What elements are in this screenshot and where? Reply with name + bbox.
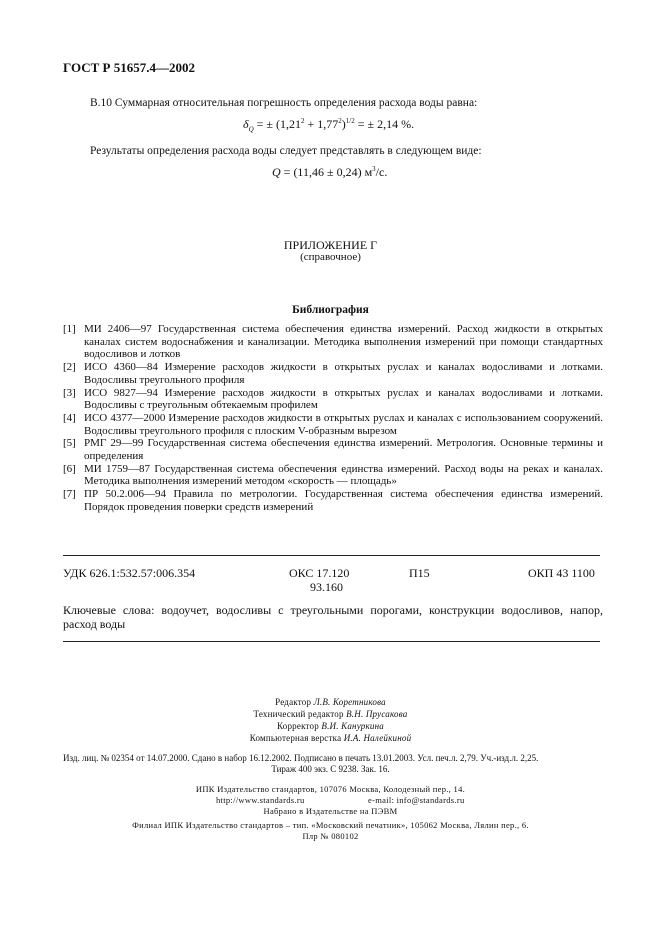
oks-code-line-1: ОКС 17.120 [289, 566, 350, 580]
bibliography-item-number: [5] [63, 437, 76, 450]
bibliography-item [63, 412, 603, 437]
formula-part-2: + 1,77 [304, 117, 339, 131]
divider-top [63, 555, 600, 556]
formula-part-4: = ± 2,14 %. [354, 117, 415, 131]
bibliography-item [63, 323, 603, 361]
printing-website: http://www.standards.ru [216, 795, 305, 805]
bibliography-item [63, 488, 603, 513]
section-b10-text: В.10 Суммарная относительная погрешность определения расхода воды равна: [90, 97, 478, 109]
bibliography-item-text: МИ 1759—87 Государственная система обеспечения единства измерений. Расход воды на реках и каналах. Методика выполнения измерений методом «скорость — площадь» [84, 462, 603, 488]
bibliography-item [63, 387, 603, 412]
printing-line-5: Плр № 080102 [302, 831, 359, 841]
bibliography-item-number: [1] [63, 323, 76, 335]
bibliography-item-text: ПР 50.2.006—94 Правила по метрологии. Государственная система обеспечения единства измерений. Порядок проведения поверки средств измерений [84, 488, 603, 513]
appendix-subtitle: (справочное) [300, 251, 361, 263]
corrector-name: В.И. Кануркина [321, 721, 384, 731]
bibliography-item-text: ИСО 4360—84 Измерение расходов жидкости в открытых руслах и каналах водосливами и лотками. Водосливы треугольного профиля [84, 361, 603, 386]
tech-editor-role: Технический редактор [253, 709, 344, 719]
printing-line-4: Филиал ИПК Издательство стандартов – тип. «Московский печатник», 105062 Москва, Лялин пер., 6. [132, 820, 529, 830]
bibliography-item-number: [3] [63, 386, 76, 399]
formula-part-1: = ± (1,21 [253, 117, 301, 131]
credits-tech-editor [0, 709, 661, 720]
classifier-code: П15 [409, 566, 430, 580]
bibliography-item-number: [6] [63, 462, 76, 475]
tech-editor-name: В.Н. Прусакова [346, 709, 408, 719]
result-unit: /с. [375, 165, 388, 179]
error-formula [243, 117, 414, 132]
page-header-title: ГОСТ Р 51657.4—2002 [63, 60, 195, 75]
oks-code-line-2: 93.160 [310, 580, 343, 594]
bibliography-item-text: ИСО 4377—2000 Измерение расходов жидкости в открытых руслах и каналах с использованием сооружений. Водосливы треугольного профиля с плоским V-образным вырезом [84, 411, 603, 437]
credits-corrector [0, 721, 661, 732]
formula-delta-subscript: Q [248, 125, 254, 134]
bibliography-item [63, 463, 603, 488]
result-text: Результаты определения расхода воды следует представлять в следующем виде: [90, 145, 482, 157]
bibliography-list [63, 323, 603, 514]
formula-exp-3: 1/2 [345, 117, 355, 125]
bibliography-item-text: ИСО 9827—94 Измерение расходов жидкости в открытых руслах и каналах водосливами и лотками. Водосливы с треугольным обтекаемым профилем [84, 386, 603, 412]
formula-exp-2: 2 [338, 117, 342, 125]
result-formula [272, 165, 387, 180]
bibliography-item-number: [4] [63, 411, 76, 424]
result-value: = (11,46 ± 0,24) м [280, 165, 373, 179]
editor-role: Редактор [275, 697, 312, 707]
bibliography-item-number: [7] [63, 488, 76, 501]
bibliography-item-text: МИ 2406—97 Государственная система обеспечения единства измерений. Расход жидкости в открытых каналах систем водоснабжения и канализации. Методика выполнения измерений при помощи стандартных водосливов и лотков [84, 323, 603, 361]
bibliography-item [63, 361, 603, 386]
keywords: Ключевые слова: водоучет, водосливы с треугольными порогами, конструкции водосливов, напор, расход воды [63, 603, 603, 631]
result-q: Q [272, 165, 281, 179]
formula-part-3: ) [341, 117, 346, 131]
bibliography-item-number: [2] [63, 361, 76, 374]
credits-layout [0, 733, 661, 744]
editor-name: Л.В. Коретникова [313, 697, 386, 707]
udk-code: УДК 626.1:532.57:006.354 [63, 566, 196, 580]
credits-editor [0, 697, 661, 708]
bibliography-item [63, 437, 603, 462]
bibliography-item-text: РМГ 29—99 Государственная система обеспечения единства измерений. Метрология. Основные термины и определения [84, 437, 603, 463]
publication-line-2: Тираж 400 экз. С 9238. Зак. 16. [271, 764, 390, 774]
formula-exp-1: 2 [301, 117, 305, 125]
okp-code: ОКП 43 1100 [528, 566, 595, 580]
printing-email: e-mail: info@standards.ru [368, 795, 465, 805]
bibliography-title: Библиография [292, 304, 369, 316]
publication-line-1: Изд. лиц. № 02354 от 14.07.2000. Сдано в набор 16.12.2002. Подписано в печать 13.01.2003. Усл. печ.л. 2,79. Уч.-изд.л. 2,25. [63, 753, 539, 763]
formula-delta: δ [243, 117, 249, 131]
layout-role: Компьютерная верстка [249, 733, 342, 743]
corrector-role: Корректор [277, 721, 319, 731]
printing-line-1: ИПК Издательство стандартов, 107076 Москва, Колодезный пер., 14. [195, 784, 466, 794]
appendix-title: ПРИЛОЖЕНИЕ Г [283, 238, 378, 252]
layout-name: И.А. Налейкиной [343, 733, 412, 743]
printing-line-3: Набрано в Издательстве на ПЭВМ [263, 806, 398, 816]
divider-bottom [63, 641, 600, 642]
result-exp: 3 [372, 165, 376, 173]
